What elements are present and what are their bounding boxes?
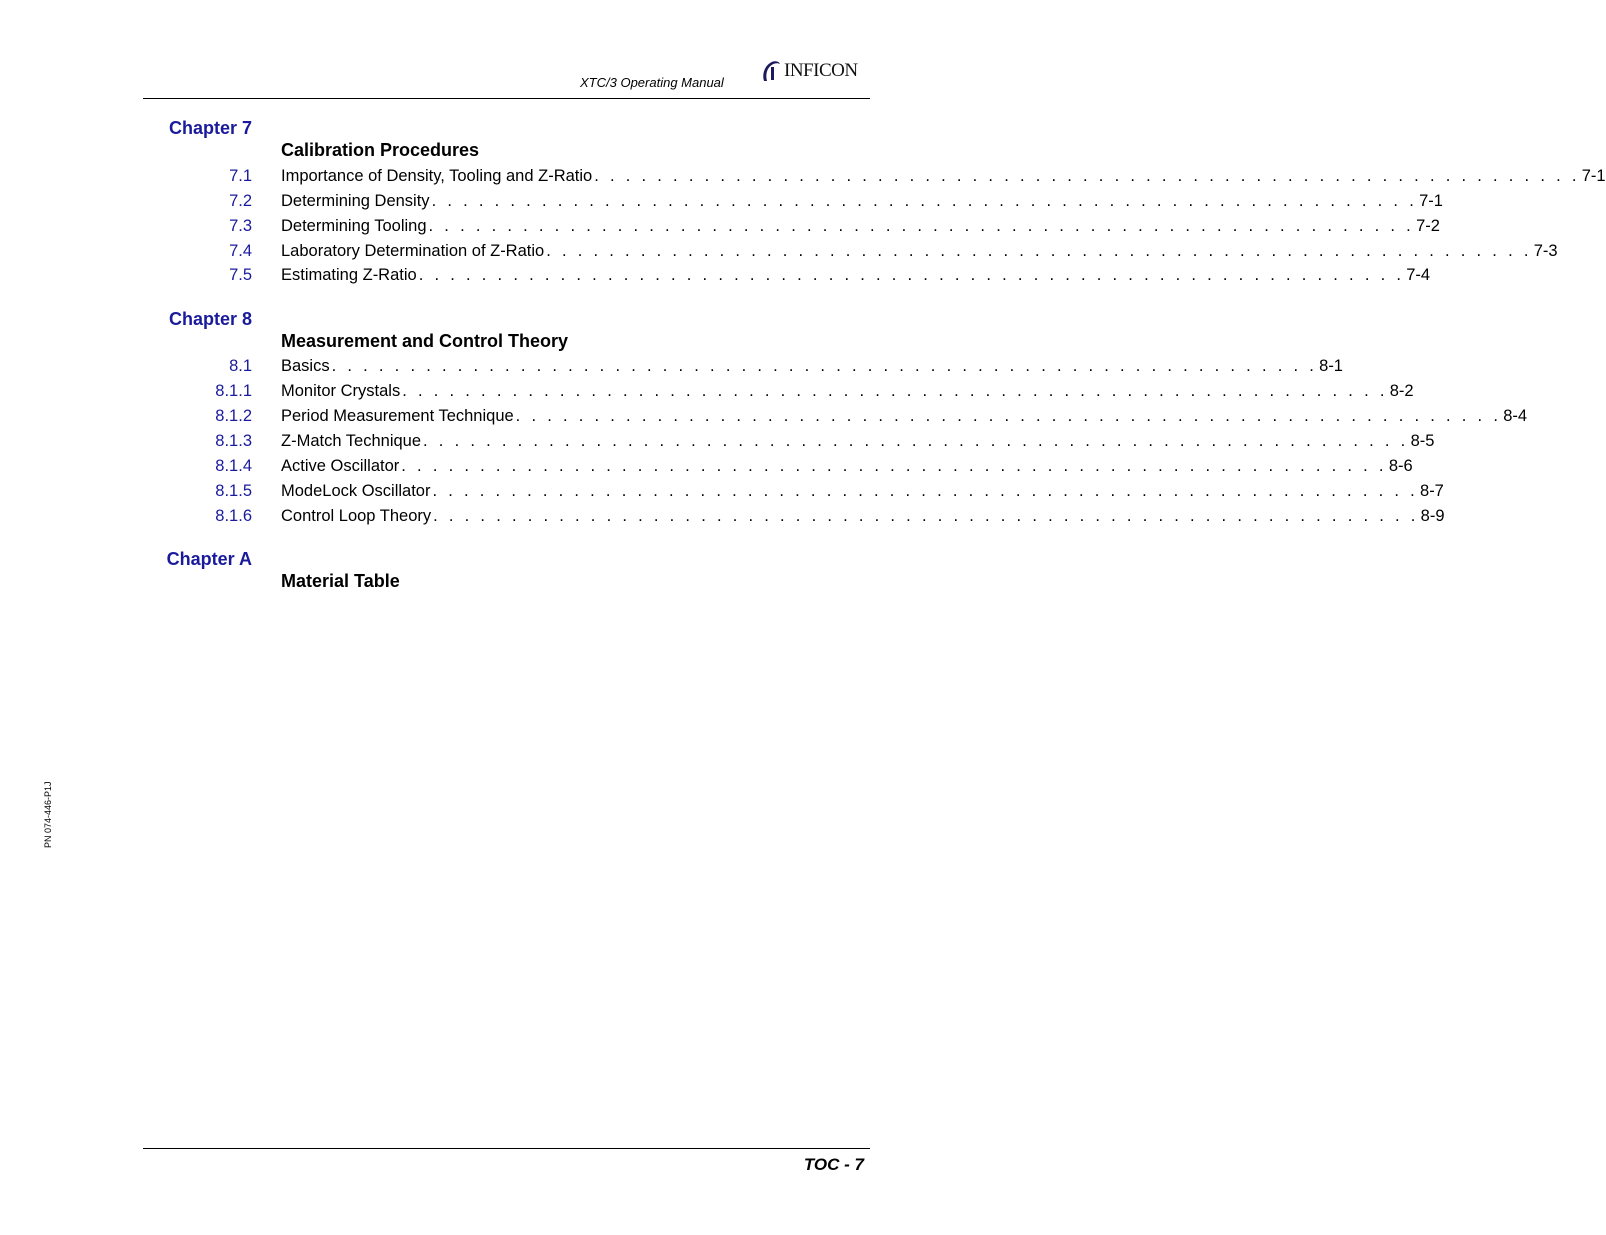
page-number: TOC - 7 (803, 1155, 864, 1174)
dot-leader: . . . . . . . . . . . . . . . . . . . . . . . . . . . . . . . . . . . . . . . . . . . . . . . . . . . . . . . . . . . . . . . (331, 357, 1318, 375)
toc-entry-page: 8-6 (1388, 457, 1413, 475)
toc-entry-title: Z-Match Technique (281, 432, 422, 450)
dot-leader: . . . . . . . . . . . . . . . . . . . . . . . . . . . . . . . . . . . . . . . . . . . . . . . . . . . . . . . . . . . . . . . (433, 507, 1419, 525)
toc-entry[interactable] (0, 432, 1435, 457)
toc-entry[interactable] (0, 482, 1444, 507)
toc-entry-number[interactable]: 8.1.2 (215, 407, 252, 425)
manual-title: XTC/3 Operating Manual (580, 75, 724, 90)
dot-leader: . . . . . . . . . . . . . . . . . . . . . . . . . . . . . . . . . . . . . . . . . . . . . . . . . . . . . . . . . . . . . . . (401, 457, 1387, 475)
toc-entry-title: Monitor Crystals (281, 382, 401, 400)
toc-entry[interactable] (0, 407, 1528, 432)
toc-entry[interactable] (0, 192, 1443, 217)
toc-entry-title: Control Loop Theory (281, 507, 432, 525)
toc-entry-number[interactable]: 8.1.4 (215, 457, 252, 475)
chapter-title: Calibration Procedures (281, 140, 480, 160)
toc-entry-page: 8-2 (1389, 382, 1414, 400)
toc-entry-title: Estimating Z-Ratio (281, 266, 417, 284)
toc-entry-title: Determining Tooling (281, 217, 427, 235)
toc-entry[interactable] (0, 266, 1431, 291)
toc-entry-title: Determining Density (281, 192, 430, 210)
part-number: PN 074-446-P1J (43, 781, 53, 848)
toc-entry-number[interactable]: 8.1.6 (215, 507, 252, 525)
toc-entry-page: 7-1 (1581, 167, 1606, 185)
toc-entry-number[interactable]: 7.1 (229, 167, 252, 185)
toc-entry-number[interactable]: 8.1.3 (215, 432, 252, 450)
toc-entry[interactable] (0, 357, 1343, 382)
dot-leader: . . . . . . . . . . . . . . . . . . . . . . . . . . . . . . . . . . . . . . . . . . . . . . . . . . . . . . . . . . . . . . . (594, 167, 1580, 185)
chapter-title: Material Table (281, 571, 400, 591)
toc-entry-number[interactable]: 7.3 (229, 217, 252, 235)
dot-leader: . . . . . . . . . . . . . . . . . . . . . . . . . . . . . . . . . . . . . . . . . . . . . . . . . . . . . . . . . . . . . . . (423, 432, 1409, 450)
footer-divider (143, 1148, 870, 1149)
toc-entry-page: 8-7 (1420, 482, 1444, 500)
dot-leader: . . . . . . . . . . . . . . . . . . . . . . . . . . . . . . . . . . . . . . . . . . . . . . . . . . . . . . . . . . . . . . . (515, 407, 1502, 425)
toc-entry-number[interactable]: 8.1 (229, 357, 252, 375)
toc-entry[interactable] (0, 382, 1414, 407)
chapter-link[interactable]: Chapter A (166, 549, 252, 569)
toc-entry-page: 7-2 (1416, 217, 1440, 235)
toc-entry-title: Period Measurement Technique (281, 407, 514, 425)
toc-entry[interactable] (0, 167, 1606, 192)
toc-entry[interactable] (0, 507, 1445, 532)
toc-entry[interactable] (0, 457, 1413, 482)
toc-entry-page: 8-5 (1410, 432, 1435, 450)
toc-entry-number[interactable]: 7.2 (229, 192, 252, 210)
toc-entry-page: 7-1 (1419, 192, 1443, 210)
header-divider (143, 98, 870, 99)
dot-leader: . . . . . . . . . . . . . . . . . . . . . . . . . . . . . . . . . . . . . . . . . . . . . . . . . . . . . . . . . . . . . . . (402, 382, 1388, 400)
toc-entry-page: 7-4 (1406, 266, 1431, 284)
toc-entry-page: 8-1 (1319, 357, 1343, 375)
toc-entry-title: Basics (281, 357, 330, 375)
toc-entry-number[interactable]: 8.1.1 (215, 382, 252, 400)
toc-entry-title: ModeLock Oscillator (281, 482, 431, 500)
dot-leader: . . . . . . . . . . . . . . . . . . . . . . . . . . . . . . . . . . . . . . . . . . . . . . . . . . . . . . . . . . . . . . . (546, 242, 1532, 260)
dot-leader: . . . . . . . . . . . . . . . . . . . . . . . . . . . . . . . . . . . . . . . . . . . . . . . . . . . . . . . . . . . . . . . (428, 217, 1415, 235)
dot-leader: . . . . . . . . . . . . . . . . . . . . . . . . . . . . . . . . . . . . . . . . . . . . . . . . . . . . . . . . . . . . . . . (418, 266, 1405, 284)
company-logo (760, 59, 858, 83)
toc-entry-title: Laboratory Determination of Z-Ratio (281, 242, 545, 260)
chapter-link[interactable]: Chapter 7 (168, 118, 252, 138)
toc-entry-page: 8-4 (1503, 407, 1528, 425)
dot-leader: . . . . . . . . . . . . . . . . . . . . . . . . . . . . . . . . . . . . . . . . . . . . . . . . . . . . . . . . . . . . . . . (431, 192, 1418, 210)
chapter-link[interactable]: Chapter 8 (168, 309, 252, 329)
toc-entry-title: Active Oscillator (281, 457, 400, 475)
toc-entry-page: 7-3 (1533, 242, 1558, 260)
toc-entry-number[interactable]: 7.5 (229, 266, 252, 284)
logo-text: INFICON (784, 60, 858, 81)
toc-entry[interactable] (0, 242, 1558, 267)
toc-entry[interactable] (0, 217, 1440, 242)
dot-leader: . . . . . . . . . . . . . . . . . . . . . . . . . . . . . . . . . . . . . . . . . . . . . . . . . . . . . . . . . . . . . . . (432, 482, 1419, 500)
toc-entry-page: 8-9 (1420, 507, 1445, 525)
toc-entry-title: Importance of Density, Tooling and Z-Ratio (281, 167, 593, 185)
toc-entry-number[interactable]: 7.4 (229, 242, 252, 260)
chapter-title: Measurement and Control Theory (281, 331, 569, 351)
inficon-logo-icon (760, 59, 782, 83)
toc-entry-number[interactable]: 8.1.5 (215, 482, 252, 500)
